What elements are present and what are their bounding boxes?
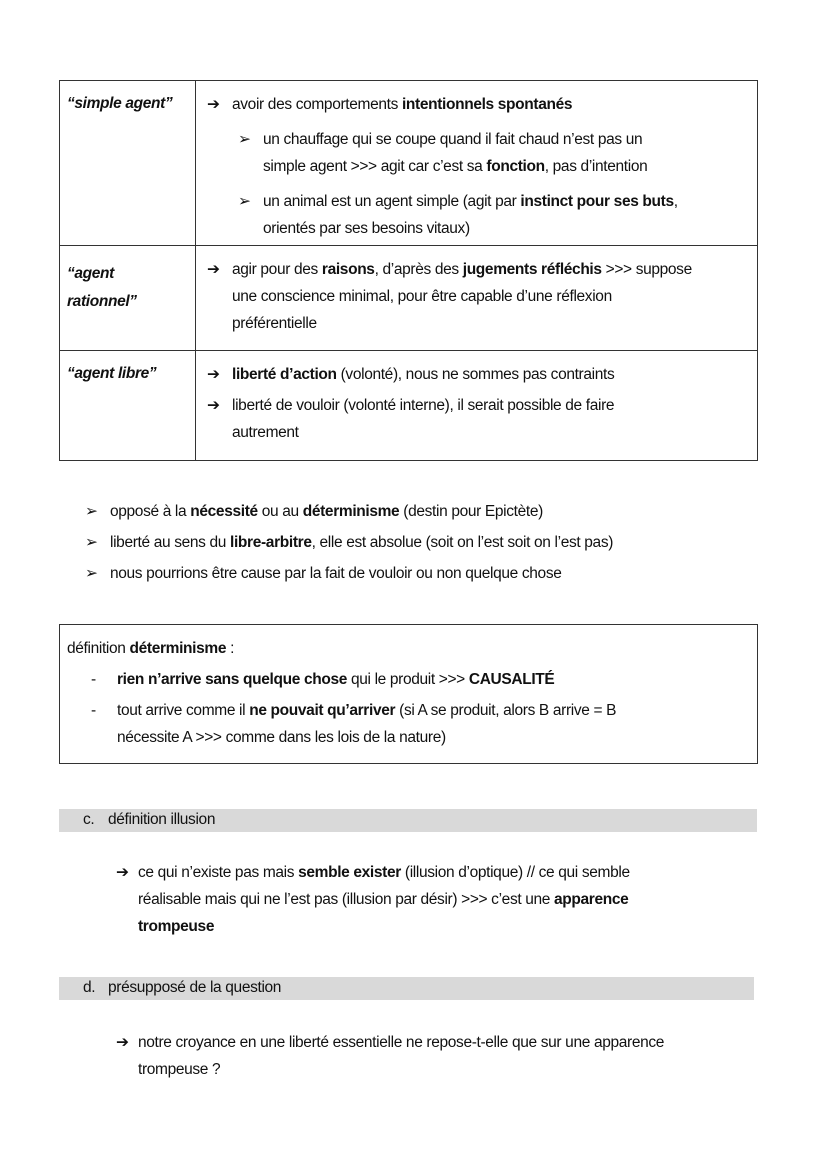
text: autrement — [232, 424, 299, 441]
section-title: définition illusion — [108, 811, 216, 828]
arrow-bullet-icon: ➔ — [207, 96, 220, 113]
text-line — [117, 701, 616, 721]
term-agent-rationnel — [67, 260, 137, 316]
section-header-d — [59, 977, 754, 1000]
text: préférentielle — [232, 315, 317, 332]
bold-text: instinct pour ses buts — [520, 193, 674, 210]
text: nous pourrions être cause par la fait de vouloir ou non quelque chose — [110, 565, 562, 582]
bold-text: déterminisme — [302, 503, 400, 520]
text: simple agent >>> agit car c’est sa — [263, 158, 487, 175]
agent-definitions-table — [59, 80, 758, 461]
bold-text: rien n’arrive sans quelque chose — [117, 671, 348, 688]
text: (illusion d’optique) // ce qui semble — [400, 864, 630, 881]
text: , — [673, 193, 678, 210]
arrow-bullet-icon: ➔ — [207, 366, 220, 383]
text: une conscience minimal, pour être capable d’une réflexion — [232, 288, 612, 305]
text-line — [110, 502, 543, 522]
bold-text: fonction — [486, 158, 545, 175]
arrowhead-bullet-icon: ➢ — [238, 193, 251, 210]
text: opposé à la — [110, 503, 191, 520]
dash-bullet-icon: - — [91, 671, 96, 688]
text-line — [232, 365, 614, 385]
arrow-bullet-icon: ➔ — [116, 864, 129, 881]
definition-heading — [67, 639, 234, 659]
term-line: rationnel” — [67, 293, 137, 310]
text: , elle est absolue (soit on l’est soit on l’est pas) — [311, 534, 614, 551]
bold-text: liberté d’action — [232, 366, 337, 383]
arrow-bullet-icon: ➔ — [207, 397, 220, 414]
text: , d’après des — [374, 261, 463, 278]
arrowhead-bullet-icon: ➢ — [85, 565, 98, 582]
dash-bullet-icon: - — [91, 702, 96, 719]
term-agent-libre: “agent libre” — [67, 365, 157, 382]
text: (destin pour Epictète) — [399, 503, 543, 520]
text-line — [138, 917, 214, 937]
bold-text: déterminisme — [129, 640, 227, 657]
arrowhead-bullet-icon: ➢ — [85, 534, 98, 551]
text-line — [232, 260, 692, 280]
text: notre croyance en une liberté essentielle ne repose-t-elle que sur une apparence — [138, 1034, 665, 1051]
arrow-bullet-icon: ➔ — [116, 1034, 129, 1051]
text: (volonté), nous ne sommes pas contraints — [336, 366, 615, 383]
text: >>> suppose — [601, 261, 692, 278]
text-line — [263, 157, 647, 177]
text-line — [110, 533, 613, 553]
text-line — [110, 564, 562, 584]
text: trompeuse ? — [138, 1061, 221, 1078]
text: ou au — [257, 503, 303, 520]
text: (si A se produit, alors B arrive = B — [395, 702, 617, 719]
text-line — [138, 890, 628, 910]
text: : — [226, 640, 235, 657]
bold-text: jugements réfléchis — [462, 261, 602, 278]
text-line — [232, 95, 572, 115]
text: ce qui n’existe pas mais — [138, 864, 299, 881]
text-line — [263, 219, 470, 239]
bold-text: intentionnels spontanés — [401, 96, 573, 113]
section-letter: d. — [83, 979, 96, 996]
bold-text: libre-arbitre — [230, 534, 312, 551]
text-line — [117, 670, 554, 690]
text: avoir des comportements — [232, 96, 402, 113]
section-title: présupposé de la question — [108, 979, 282, 996]
text-line — [263, 130, 642, 150]
text-line — [138, 1060, 220, 1080]
text-line — [232, 423, 299, 443]
arrow-bullet-icon: ➔ — [207, 261, 220, 278]
section-letter: c. — [83, 811, 95, 828]
bold-text: trompeuse — [138, 918, 215, 935]
text: nécessite A >>> comme dans les lois de la nature) — [117, 729, 446, 746]
text-line — [232, 287, 612, 307]
table-row — [60, 351, 758, 461]
text: qui le produit >>> — [347, 671, 469, 688]
text: tout arrive comme il — [117, 702, 250, 719]
text-line — [232, 314, 317, 334]
text-line — [138, 863, 630, 883]
text: orientés par ses besoins vitaux) — [263, 220, 470, 237]
text-line — [138, 1033, 664, 1053]
bold-text: semble exister — [298, 864, 401, 881]
bold-text: raisons — [321, 261, 375, 278]
arrowhead-bullet-icon: ➢ — [238, 131, 251, 148]
text: définition — [67, 640, 130, 657]
bold-text: CAUSALITÉ — [468, 671, 555, 688]
term-line: “agent — [67, 265, 114, 282]
text-line — [117, 728, 446, 748]
bold-text: apparence — [554, 891, 629, 908]
term-simple-agent: “simple agent” — [67, 95, 173, 112]
text-line — [232, 396, 614, 416]
bold-text: nécessité — [190, 503, 258, 520]
table-row — [60, 81, 758, 246]
section-header-c — [59, 809, 757, 832]
text: un animal est un agent simple (agit par — [263, 193, 521, 210]
text: liberté de vouloir (volonté interne), il serait possible de faire — [232, 397, 615, 414]
text: un chauffage qui se coupe quand il fait chaud n’est pas un — [263, 131, 643, 148]
bold-text: ne pouvait qu’arriver — [249, 702, 396, 719]
text: , pas d’intention — [544, 158, 648, 175]
table-row — [60, 246, 758, 351]
text-line — [263, 192, 678, 212]
text: agir pour des — [232, 261, 322, 278]
text: réalisable mais qui ne l’est pas (illusion par désir) >>> c’est une — [138, 891, 555, 908]
text: liberté au sens du — [110, 534, 231, 551]
arrowhead-bullet-icon: ➢ — [85, 503, 98, 520]
definition-box — [59, 624, 758, 764]
